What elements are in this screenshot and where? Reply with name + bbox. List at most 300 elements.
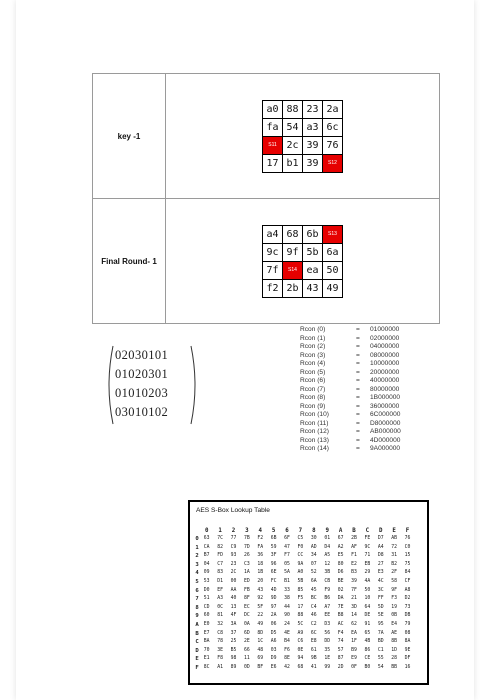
hex-cell: 68: [283, 225, 303, 243]
sbox-cell: 72: [391, 544, 398, 550]
sbox-cell: 66: [243, 647, 250, 653]
rcon-equals: =: [356, 360, 360, 367]
rcon-value: 1B000000: [370, 394, 401, 401]
sbox-col-header: 7: [298, 527, 303, 534]
sbox-cell: FA: [257, 544, 264, 550]
sbox-cell: DE: [364, 613, 371, 619]
sbox-cell: E3: [377, 570, 384, 576]
sbox-cell: D2: [404, 596, 411, 602]
sbox-row: [194, 647, 414, 656]
sbox-cell: BE: [337, 578, 344, 584]
rcon-equals: =: [356, 343, 360, 350]
sbox-cell: 3D: [351, 604, 357, 610]
sbox-row: [194, 595, 414, 604]
sbox-cell: C8: [217, 630, 223, 636]
sbox-row: [194, 561, 414, 570]
sbox-cell: C7: [217, 561, 223, 567]
sbox-cell: F5: [297, 596, 304, 602]
sbox-cell: 17: [297, 604, 304, 610]
hex-cell: f2: [263, 279, 283, 297]
rcon-equals: =: [356, 326, 360, 333]
sbox-cell: F4: [337, 630, 344, 636]
sbox-cell: 7F: [351, 587, 357, 593]
sbox-cell: E6: [270, 664, 277, 670]
sbox-cell: 44: [284, 604, 290, 610]
matrix-row: 01010203: [115, 386, 169, 400]
sbox-col-header: 3: [245, 527, 249, 534]
sbox-cell: 07: [310, 561, 317, 567]
sbox-cell: BA: [203, 639, 210, 645]
rcon-row: [300, 386, 401, 395]
sbox-cell: AF: [351, 544, 357, 550]
sbox-col-header: 0: [204, 527, 209, 534]
sbox-col-header: 6: [285, 527, 289, 534]
sbox-cell: 3A: [230, 621, 237, 627]
sbox-cell: 39: [351, 578, 357, 584]
sbox-header-row: [194, 526, 414, 535]
rcon-value: 01000000: [370, 326, 400, 333]
sbox-cell: 93: [230, 553, 237, 559]
hex-cell: 39: [303, 136, 323, 154]
sbox-row: [194, 621, 414, 630]
hex-cell: a0: [263, 100, 283, 118]
sbox-cell: A6: [270, 639, 277, 645]
sbox-row-header: 7: [195, 596, 199, 603]
sbox-col-header: 4: [258, 527, 262, 534]
sbox-cell: 80: [337, 561, 344, 567]
sbox-cell: 7B: [243, 536, 250, 541]
sbox-cell: A2: [337, 544, 344, 550]
sbox-cell: 90: [284, 613, 290, 619]
sbox-cell: B6: [324, 596, 331, 602]
sbox-cell: A9: [297, 630, 304, 636]
sbox-cell: 35: [324, 647, 331, 653]
sbox-cell: 56: [324, 630, 331, 636]
sbox-col-header: 8: [312, 527, 316, 534]
sbox-cell: FB: [243, 587, 250, 593]
sbox-cell: C9: [230, 544, 237, 550]
sbox-cell: 71: [364, 553, 371, 559]
sbox-row-header: C: [195, 639, 199, 646]
hex-row: [263, 136, 343, 154]
rcon-row: [300, 428, 401, 437]
rcon-value: 80000000: [370, 385, 400, 393]
sbox-cell: C3: [243, 561, 250, 567]
sbox-cell: E5: [337, 553, 344, 559]
sbox-cell: 89: [230, 664, 237, 670]
sbox-cell: B2: [391, 561, 398, 567]
sbox-cell: A5: [324, 553, 331, 559]
sbox-cell: 20: [257, 578, 264, 584]
sbox-col-header: 1: [218, 527, 222, 534]
rcon-value: 40000000: [370, 377, 400, 384]
sbox-row-header: 3: [195, 561, 199, 568]
hex-cell: 9c: [263, 243, 283, 261]
sbox-cell: 5C: [297, 621, 304, 627]
sbox-cell: C6: [297, 639, 304, 645]
sbox-cell: 9A: [297, 561, 304, 567]
sbox-cell: 09: [203, 570, 210, 576]
sbox-cell: 40: [230, 596, 237, 602]
sbox-cell: 47: [284, 544, 290, 550]
sbox-cell: 54: [377, 664, 384, 670]
sbox-cell: 57: [337, 647, 344, 653]
rcon-value: 08000000: [370, 351, 400, 359]
state-matrix-cell: [166, 199, 440, 324]
rcon-value: D8000000: [370, 419, 401, 427]
sbox-cell: 45: [310, 587, 317, 593]
sbox-cell: 15: [404, 553, 411, 559]
sbox-cell: 76: [404, 536, 411, 541]
sbox-row-header: E: [195, 656, 199, 663]
sbox-cell: F6: [284, 647, 290, 653]
sbox-cell: F7: [284, 553, 290, 559]
sbox-row: [194, 552, 414, 561]
sbox-cell: AA: [230, 587, 237, 593]
sbox-cell: 26: [243, 553, 250, 559]
rcon-equals: =: [356, 351, 360, 359]
hex-cell: 88: [283, 100, 303, 118]
sbox-cell: 82: [217, 544, 223, 550]
rcon-name: Rcon (1): [300, 334, 326, 342]
sbox-cell: 5D: [377, 604, 384, 610]
hex-cell: 39: [303, 154, 323, 172]
sbox-cell: 9F: [391, 587, 398, 593]
sbox-cell: CD: [203, 604, 210, 610]
sbox-cell: BF: [257, 664, 264, 670]
sbox-cell: 37: [230, 630, 237, 636]
sbox-cell: 16: [404, 664, 411, 670]
rcon-equals: =: [356, 385, 360, 393]
sbox-row-header: 8: [195, 604, 199, 611]
sbox-cell: 52: [310, 570, 317, 576]
rcon-row: [300, 437, 401, 446]
sbox-cell: C2: [310, 621, 317, 627]
sbox-cell: E7: [203, 630, 210, 636]
sbox-cell: 48: [257, 647, 264, 653]
sbox-cell: 8D: [257, 630, 264, 636]
sbox-cell: 41: [310, 664, 317, 670]
hex-cell: 2b: [283, 279, 303, 297]
sbox-cell: FC: [270, 578, 277, 584]
sbox-cell: 61: [310, 647, 317, 653]
mix-columns-matrix: [103, 344, 201, 426]
sbox-cell: 7D: [243, 544, 250, 550]
hex-cell: 43: [303, 279, 323, 297]
sbox-cell: 77: [230, 536, 237, 541]
hex-cell: 49: [323, 279, 343, 297]
sbox-cell: 88: [297, 613, 304, 619]
hex-cell: 17: [263, 154, 283, 172]
sbox-cell: 01: [324, 536, 331, 541]
sbox-cell: 2B: [351, 536, 357, 541]
sbox-cell: 32: [217, 621, 223, 627]
rcon-row: [300, 343, 401, 352]
sbox-cell: E2: [351, 561, 357, 567]
sbox-cell: 4F: [230, 613, 237, 619]
sbox-cell: B8: [337, 613, 344, 619]
sbox-cell: CC: [297, 553, 304, 559]
sbox-cell: 62: [351, 621, 357, 627]
sbox-cell: E8: [310, 639, 317, 645]
sbox-cell: BD: [377, 639, 384, 645]
sbox-cell: 6E: [270, 570, 277, 576]
sbox-cell: A1: [217, 664, 223, 670]
sbox-cell: 81: [217, 613, 223, 619]
sbox-cell: 4D: [270, 587, 277, 593]
sbox-cell: 2E: [243, 639, 250, 645]
sbox-cell: 64: [364, 604, 371, 610]
sbox-cell: C5: [297, 536, 304, 541]
sbox-cell: 68: [297, 664, 304, 670]
sbox-cell: D0: [203, 587, 210, 593]
sbox-cell: EF: [217, 587, 223, 593]
sbox-cell: DD: [324, 639, 331, 645]
sbox-row: [194, 535, 414, 544]
sbox-cell: 69: [257, 656, 264, 662]
sbox-cell: 51: [203, 596, 210, 602]
sbox-cell: E0: [203, 621, 210, 627]
sbox-cell: 5B: [297, 578, 304, 584]
sbox-cell: 10: [364, 596, 371, 602]
sbox-cell: 33: [284, 587, 290, 593]
rcon-row: [300, 352, 401, 361]
highlight-cell: S11: [263, 136, 283, 154]
sbox-cell: 0E: [297, 647, 304, 653]
sbox-cell: CF: [404, 578, 411, 584]
sbox-cell: AC: [337, 621, 344, 627]
sbox-cell: 30: [310, 536, 317, 541]
sbox-cell: 9D: [270, 596, 277, 602]
sbox-cell: 7E: [337, 604, 344, 610]
sbox-row: [194, 612, 414, 621]
sbox-cell: 59: [270, 544, 277, 550]
rcon-row: [300, 411, 401, 420]
sbox-row-header: F: [195, 664, 199, 671]
sbox-cell: E4: [391, 621, 398, 627]
sbox-cell: 8B: [391, 639, 398, 645]
hex-row: [263, 243, 343, 261]
sbox-cell: 53: [203, 578, 210, 584]
sbox-row: [194, 655, 414, 664]
sbox-cell: 36: [257, 553, 264, 559]
hex-state-grid: [262, 225, 343, 298]
hex-cell: b1: [283, 154, 303, 172]
sbox-cell: 70: [203, 647, 210, 653]
hex-row: [263, 225, 343, 243]
sbox-cell: 29: [364, 570, 371, 576]
hex-cell: 2a: [323, 100, 343, 118]
rcon-value: 36000000: [370, 402, 400, 410]
sbox-cell: 55: [377, 656, 384, 662]
sbox-cell: 0C: [217, 604, 223, 610]
rcon-list: [300, 326, 401, 454]
matrix-row: 02030101: [115, 348, 169, 362]
sbox-cell: F1: [351, 553, 357, 559]
rcon-name: Rcon (8): [300, 394, 326, 401]
hex-cell: a3: [303, 118, 323, 136]
sbox-row-header: 1: [195, 544, 199, 551]
sbox-cell: C0: [404, 544, 411, 550]
sbox-cell: 58: [391, 578, 398, 584]
sbox-cell: 4B: [364, 639, 371, 645]
sbox-cell: DF: [404, 656, 411, 662]
hex-cell: a4: [263, 225, 283, 243]
rcon-name: Rcon (12): [300, 428, 329, 435]
sbox-cell: 94: [297, 656, 304, 662]
sbox-cell: 9E: [404, 647, 411, 653]
sbox-row: [194, 630, 414, 639]
sbox-cell: D3: [324, 621, 331, 627]
sbox-cell: ED: [243, 578, 250, 584]
sbox-cell: F2: [257, 536, 264, 541]
rcon-row: [300, 420, 401, 429]
sbox-cell: 06: [270, 621, 277, 627]
rcon-equals: =: [356, 436, 360, 444]
rcon-equals: =: [356, 419, 360, 427]
hex-cell: 54: [283, 118, 303, 136]
sbox-cell: AB: [391, 536, 398, 541]
rcon-name: Rcon (7): [300, 385, 326, 393]
hex-cell: 76: [323, 136, 343, 154]
state-matrix-cell: [166, 74, 440, 199]
hex-state-grid: [262, 100, 343, 173]
sbox-row-header: 6: [195, 587, 199, 594]
matrix-row: 01020301: [115, 367, 169, 381]
sbox-cell: B3: [351, 570, 357, 576]
sbox-cell: 8F: [243, 596, 250, 602]
sbox-cell: 43: [257, 587, 264, 593]
sbox-row: [194, 664, 414, 673]
sbox-cell: 2A: [270, 613, 277, 619]
sbox-col-header: B: [352, 527, 356, 534]
rcon-value: 20000000: [370, 368, 400, 376]
sbox-cell: 5F: [257, 604, 264, 610]
sbox-cell: 0D: [243, 664, 250, 670]
sbox-cell: 38: [284, 596, 290, 602]
rcon-equals: =: [356, 334, 360, 342]
sbox-col-header: 9: [325, 527, 329, 534]
sbox-cell: 31: [391, 553, 398, 559]
sbox-row-header: D: [195, 647, 199, 654]
sbox-col-header: C: [365, 527, 370, 534]
sbox-cell: 2C: [230, 570, 237, 576]
sbox-row-header: 4: [195, 570, 199, 577]
sbox-cell: 28: [391, 656, 398, 662]
sbox-cell: B7: [203, 553, 210, 559]
sbox-cell: 1E: [324, 656, 331, 662]
hex-cell: ea: [303, 261, 323, 279]
rcon-equals: =: [356, 368, 360, 376]
sbox-cell: F8: [217, 656, 223, 662]
sbox-cell: 96: [270, 561, 277, 567]
sbox-cell: EE: [324, 613, 331, 619]
sbox-cell: 3C: [377, 587, 384, 593]
sbox-cell: 34: [310, 553, 317, 559]
rcon-equals: =: [356, 402, 360, 410]
sbox-cell: 24: [284, 621, 290, 627]
sbox-cell: 23: [230, 561, 237, 567]
rcon-row: [300, 335, 401, 344]
sbox-cell: CA: [203, 544, 210, 550]
sbox-cell: 92: [257, 596, 264, 602]
sbox-row: [194, 604, 414, 613]
sbox-cell: 83: [217, 570, 223, 576]
rcon-equals: =: [356, 394, 360, 401]
sbox-cell: 14: [351, 613, 357, 619]
rcon-equals: =: [356, 377, 360, 384]
sbox-cell: E9: [351, 656, 357, 662]
hex-cell: 6a: [323, 243, 343, 261]
sbox-cell: F0: [297, 544, 304, 550]
sbox-cell: 05: [284, 561, 290, 567]
sbox-cell: 02: [337, 587, 344, 593]
sbox-cell: 87: [337, 656, 344, 662]
sbox-cell: 6B: [270, 536, 277, 541]
sbox-cell: F9: [324, 587, 331, 593]
sbox-cell: D9: [270, 656, 277, 662]
sbox-cell: 4C: [377, 578, 384, 584]
sbox-cell: 2D: [337, 664, 344, 670]
sbox-cell: 79: [404, 621, 411, 627]
sbox-cell: C1: [377, 647, 384, 653]
sbox-cell: 0A: [243, 621, 250, 627]
hex-cell: 2c: [283, 136, 303, 154]
sbox-cell: D1: [217, 578, 223, 584]
rcon-value: 10000000: [370, 360, 400, 367]
hex-cell: 6b: [303, 225, 323, 243]
sbox-cell: 49: [257, 621, 264, 627]
hex-cell: 9f: [283, 243, 303, 261]
sbox-cell: 7C: [217, 536, 223, 541]
sbox-cell: 6A: [310, 578, 317, 584]
sbox-col-header: A: [338, 527, 343, 534]
sbox-cell: 78: [217, 639, 223, 645]
sbox-grid: [194, 526, 414, 673]
sbox-cell: FD: [217, 553, 223, 559]
sbox-cell: 9C: [364, 544, 371, 550]
round-row: [93, 74, 440, 199]
sbox-cell: 1B: [257, 570, 264, 576]
sbox-cell: 86: [364, 647, 371, 653]
sbox-cell: 98: [230, 656, 237, 662]
sbox-cell: 4A: [364, 578, 371, 584]
rcon-name: Rcon (6): [300, 377, 326, 384]
sbox-cell: 6C: [310, 630, 317, 636]
sbox-cell: A7: [324, 604, 331, 610]
sbox-cell: A4: [377, 544, 384, 550]
sbox-cell: 25: [230, 639, 237, 645]
sbox-cell: A0: [297, 570, 304, 576]
rcon-row: [300, 394, 401, 403]
round-key-table: [92, 73, 440, 324]
rcon-row: [300, 377, 401, 386]
sbox-cell: 8A: [404, 639, 411, 645]
matrix-row: 03010102: [115, 405, 169, 419]
sbox-cell: CB: [324, 578, 331, 584]
sbox-cell: 8C: [203, 664, 210, 670]
sbox-cell: FF: [377, 596, 384, 602]
hex-row: [263, 154, 343, 172]
sbox-cell: 19: [391, 604, 398, 610]
sbox-cell: B9: [351, 647, 357, 653]
rcon-value: 9A000000: [370, 445, 401, 452]
rcon-value: 04000000: [370, 343, 400, 350]
sbox-row-header: 2: [195, 553, 199, 560]
sbox-cell: 7A: [377, 630, 384, 636]
sbox-cell: EA: [351, 630, 357, 636]
sbox-row-header: A: [195, 621, 199, 628]
